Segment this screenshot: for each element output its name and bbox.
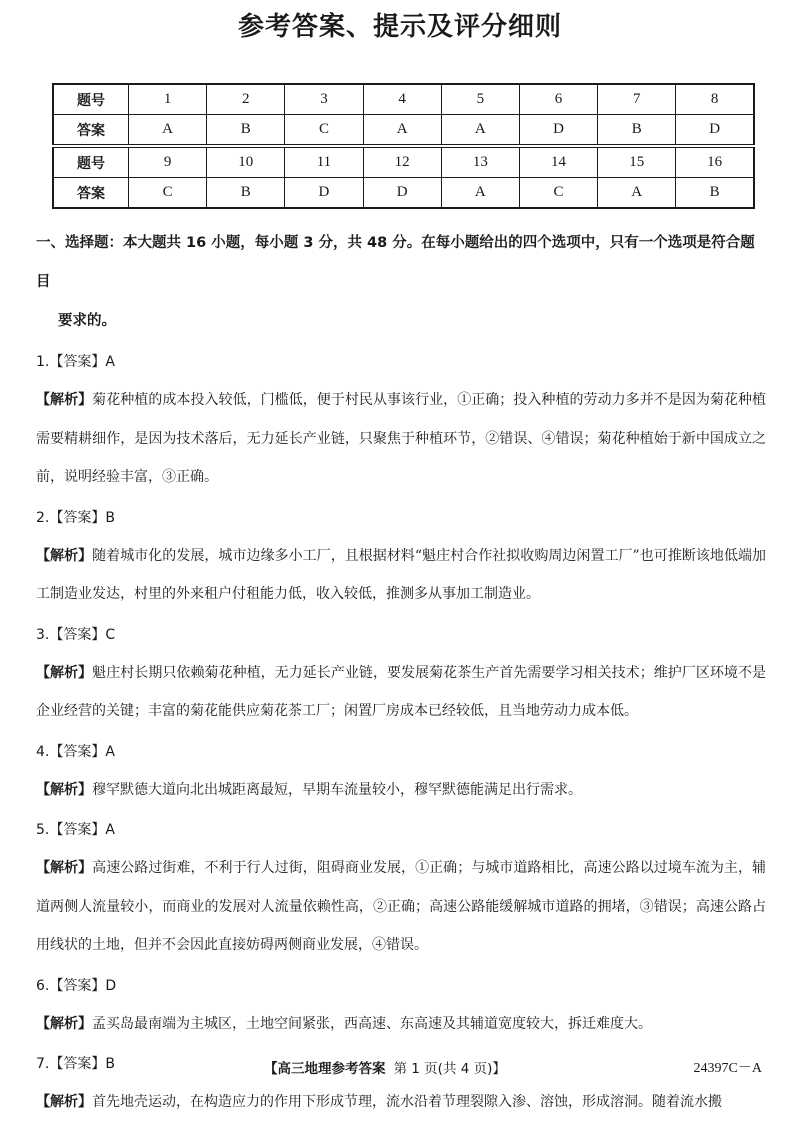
answer-cell: D (519, 115, 597, 147)
explanation-paragraph (36, 771, 766, 810)
explanation-paragraph (36, 1083, 766, 1122)
answer-value: B (105, 1056, 115, 1072)
explanation-tag: 【解析】 (36, 1015, 92, 1032)
answer-cell: B (207, 115, 285, 147)
answer-tag: 【答案】 (49, 509, 106, 526)
answer-tag: 【答案】 (49, 1056, 106, 1072)
question-number: 2. (36, 509, 50, 526)
page-footer (0, 1057, 800, 1079)
question-number-cell: 15 (598, 146, 676, 178)
answer-cell: A (363, 115, 441, 147)
footer-subject: 【高三地理参考答案 (264, 1061, 386, 1077)
question-number: 7. (36, 1056, 50, 1072)
question-number-cell: 5 (441, 84, 519, 115)
answer-cell: D (285, 178, 363, 209)
question-number: 5. (36, 822, 50, 838)
explanation-paragraph (36, 381, 766, 497)
answer-cell: A (441, 115, 519, 147)
answer-line (36, 499, 766, 537)
answer-line (36, 616, 766, 654)
answer-cell: D (676, 115, 754, 147)
page-title: 参考答案、提示及评分细则 (237, 12, 562, 42)
answer-value: C (105, 626, 116, 643)
answer-cell: D (363, 178, 441, 209)
answer-cell: B (207, 178, 285, 209)
question-number-cell: 11 (285, 146, 363, 178)
question-number-cell: 1 (129, 84, 207, 115)
question-number-cell: 13 (441, 146, 519, 178)
question-number-cell: 10 (207, 146, 285, 178)
answer-row-label: 答案 (53, 115, 129, 147)
answer-line (36, 343, 766, 381)
explanation-paragraph (36, 849, 766, 965)
answer-value: A (105, 743, 115, 760)
question-number: 6. (36, 977, 50, 994)
answer-tag: 【答案】 (49, 822, 106, 838)
answer-value: A (105, 354, 115, 370)
answer-line (36, 733, 766, 771)
number-row-label: 题号 (53, 146, 129, 178)
explanation-text: 高速公路过街难，不利于行人过街，阻碍商业发展，①正确；与城市道路相比，高速公路以过境车流为主，辅道两侧人流量较小，而商业的发展对人流量依赖性高，②正确；高速公路能缓解城市道路的拥堵，③错误；高速公路占用线状的土地，但并不会因此直接妨碍两侧商业发展，④错误。 (36, 860, 767, 953)
question-number-cell: 7 (598, 84, 676, 115)
question-number-cell: 3 (285, 84, 363, 115)
explanation-paragraph (36, 537, 766, 614)
answer-row (53, 178, 754, 209)
section-heading (36, 224, 766, 341)
answer-row-label: 答案 (53, 178, 129, 209)
question-number-cell: 4 (363, 84, 441, 115)
explanation-tag: 【解析】 (36, 664, 93, 681)
question-number-cell: 8 (676, 84, 754, 115)
explanation-text: 菊花种植的成本投入较低，门槛低，便于村民从事该行业，①正确；投入种植的劳动力多并不是因为菊花种植需要精耕细作，是因为技术落后，无力延长产业链，只聚焦于种植环节，②错误、④错误；菊花种植始于新中国成立之前，说明经验丰富，③正确。 (36, 392, 767, 485)
footer-code: 24397C－A (693, 1061, 762, 1076)
answer-value: D (105, 977, 117, 994)
number-row (53, 146, 754, 178)
explanation-text: 孟买岛最南端为主城区，土地空间紧张，西高速、东高速及其辅道宽度较大，拆迁难度大。 (92, 1015, 652, 1032)
explanation-tag: 【解析】 (36, 392, 93, 408)
answer-cell: A (441, 178, 519, 209)
question-number-cell: 14 (519, 146, 597, 178)
answer-tag: 【答案】 (49, 626, 106, 643)
content-body (36, 224, 766, 1122)
answer-line (36, 811, 766, 849)
explanation-tag: 【解析】 (36, 860, 93, 876)
question-number: 3. (36, 626, 50, 643)
question-list (36, 343, 766, 1122)
question-number: 1. (36, 354, 50, 370)
number-row-label: 题号 (53, 84, 129, 115)
answer-row (53, 115, 754, 147)
question-number-cell: 12 (363, 146, 441, 178)
answer-table (52, 83, 755, 209)
explanation-text: 首先地壳运动，在构造应力的作用下形成节理，流水沿着节理裂隙入渗、溶蚀，形成溶洞。随着流水搬 (92, 1094, 722, 1110)
explanation-text: 魁庄村长期只依赖菊花种植，无力延长产业链，要发展菊花茶生产首先需要学习相关技术；维护厂区环境不是企业经营的关键；丰富的菊花能供应菊花茶工厂；闲置厂房成本已经较低，且当地劳动力成本低。 (36, 664, 767, 719)
answer-cell: B (598, 115, 676, 147)
question-number-cell: 2 (207, 84, 285, 115)
answer-tag: 【答案】 (49, 743, 106, 760)
answer-tag: 【答案】 (49, 977, 106, 994)
question-number-cell: 6 (519, 84, 597, 115)
footer-title (264, 1057, 506, 1077)
explanation-text: 穆罕默德大道向北出城距离最短，早期车流量较小，穆罕默德能满足出行需求。 (92, 781, 582, 798)
answer-cell: C (519, 178, 597, 209)
explanation-text: 随着城市化的发展，城市边缘多小工厂，且根据材料“魁庄村合作社拟收购周边闲置工厂”也可推断该地低端加工制造业发达，村里的外来租户付租能力低，收入较低，推测多从事加工制造业。 (36, 547, 767, 602)
number-row (53, 84, 754, 115)
explanation-tag: 【解析】 (36, 1094, 92, 1110)
footer-page: 第 1 页(共 4 页)】 (393, 1061, 506, 1077)
explanation-paragraph (36, 1005, 766, 1044)
answer-cell: A (129, 115, 207, 147)
answer-cell: C (129, 178, 207, 209)
section-line-2: 要求的。 (58, 313, 116, 329)
answer-line (36, 967, 766, 1005)
answer-cell: A (598, 178, 676, 209)
answer-cell: C (285, 115, 363, 147)
question-number-cell: 9 (129, 146, 207, 178)
explanation-paragraph (36, 654, 766, 731)
answer-cell: B (676, 178, 754, 209)
answer-value: A (105, 822, 115, 838)
explanation-tag: 【解析】 (36, 547, 93, 564)
answer-value: B (105, 509, 115, 526)
explanation-tag: 【解析】 (36, 781, 92, 798)
answer-tag: 【答案】 (49, 354, 106, 370)
question-number: 4. (36, 743, 50, 760)
question-number-cell: 16 (676, 146, 754, 178)
section-line-1: 一、选择题：本大题共 16 小题，每小题 3 分，共 48 分。在每小题给出的四个选项中，只有一个选项是符合题目 (36, 235, 755, 290)
